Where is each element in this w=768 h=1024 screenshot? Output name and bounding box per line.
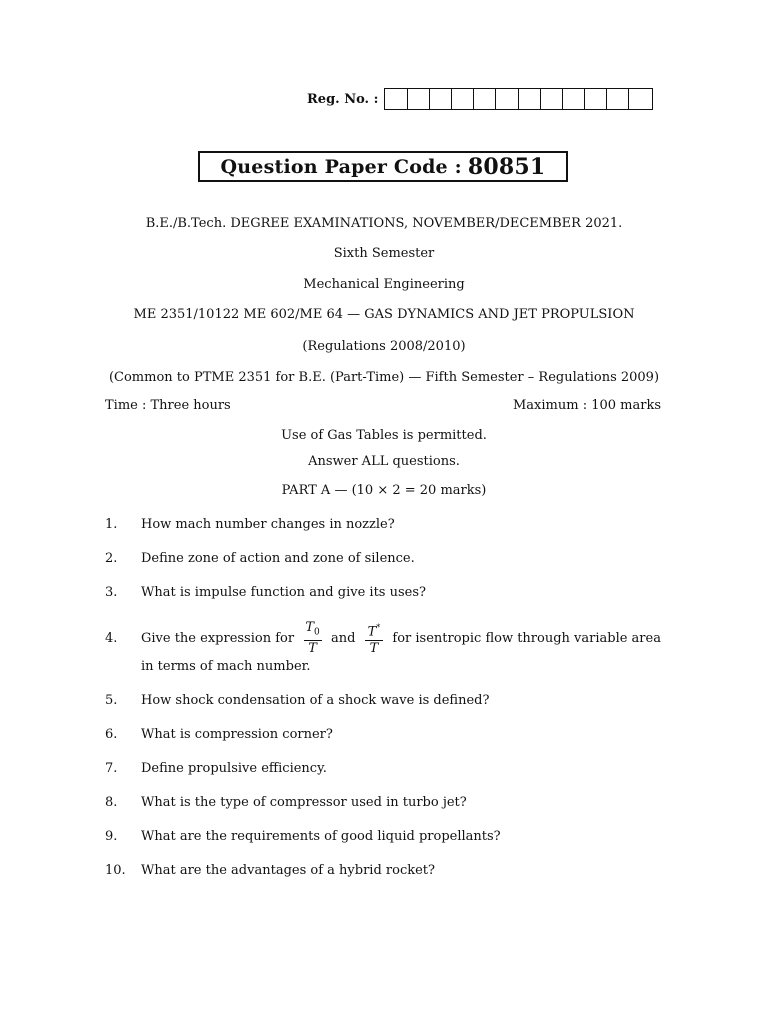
code-label: Question Paper Code : [220, 155, 462, 178]
reg-digit-box [452, 89, 474, 109]
part-a-heading: PART A — (10 × 2 = 20 marks) [281, 483, 487, 498]
question-number: 2. [105, 551, 118, 566]
time-label: Time : Three hours [105, 398, 231, 413]
question-number: 6. [105, 727, 118, 742]
frac2-numerator: T [367, 624, 377, 640]
frac2-superscript: * [376, 623, 381, 633]
reg-digit-box [585, 89, 607, 109]
instruction-answer-all: Answer ALL questions. [308, 454, 460, 469]
question-number: 4. [105, 630, 118, 646]
reg-digit-box [430, 89, 452, 109]
reg-digit-box [629, 89, 651, 109]
reg-digit-box [385, 89, 407, 109]
question-text: How shock condensation of a shock wave is defined? [141, 693, 490, 708]
question-4 [105, 620, 661, 656]
frac1-subscript: 0 [314, 627, 320, 638]
time-marks-row [105, 398, 661, 413]
reg-digit-box [408, 89, 430, 109]
regulations: (Regulations 2008/2010) [302, 339, 466, 354]
fraction-t0-over-t [304, 620, 322, 657]
question-number: 3. [105, 585, 118, 600]
course-title: ME 2351/10122 ME 602/ME 64 — GAS DYNAMICS AND JET PROPULSION [133, 307, 635, 322]
reg-boxes [384, 88, 652, 110]
frac2-denominator: T [369, 640, 379, 656]
question-text: Define propulsive efficiency. [141, 761, 327, 776]
question-number: 5. [105, 693, 118, 708]
question-text: What is the type of compressor used in turbo jet? [141, 795, 467, 810]
instruction-gas-tables: Use of Gas Tables is permitted. [281, 428, 487, 443]
q4-mid: and [331, 630, 356, 646]
reg-digit-box [541, 89, 563, 109]
question-number: 1. [105, 517, 118, 532]
question-number: 7. [105, 761, 118, 776]
reg-digit-box [519, 89, 541, 109]
question-number: 9. [105, 829, 118, 844]
question-text: How mach number changes in nozzle? [141, 517, 395, 532]
q4-part1: Give the expression for [141, 630, 295, 646]
question-text: What are the requirements of good liquid propellants? [141, 829, 501, 844]
question-text: What is compression corner? [141, 727, 333, 742]
question-text: Define zone of action and zone of silence. [141, 551, 415, 566]
q4-part2: for isentropic flow through variable area [392, 630, 661, 646]
code-value: 80851 [467, 153, 546, 180]
semester: Sixth Semester [333, 246, 435, 261]
question-text: What is impulse function and give its uses? [141, 585, 426, 600]
department: Mechanical Engineering [303, 277, 465, 292]
reg-digit-box [563, 89, 585, 109]
question-number: 8. [105, 795, 118, 810]
question-text: What are the advantages of a hybrid rocket? [141, 863, 435, 878]
reg-digit-box [496, 89, 518, 109]
question-text: in terms of mach number. [141, 659, 311, 674]
reg-number [307, 88, 653, 110]
frac1-numerator: T [305, 619, 315, 635]
common-note: (Common to PTME 2351 for B.E. (Part-Time) — Fifth Semester – Regulations 2009) [108, 370, 660, 385]
question-paper-code [198, 151, 568, 182]
reg-digit-box [607, 89, 629, 109]
fraction-tstar-over-t [365, 620, 383, 655]
question-number: 10. [105, 863, 126, 878]
exam-title: B.E./B.Tech. DEGREE EXAMINATIONS, NOVEMBER/DECEMBER 2021. [145, 216, 623, 231]
reg-label: Reg. No. : [307, 91, 379, 107]
reg-digit-box [474, 89, 496, 109]
max-marks: Maximum : 100 marks [512, 398, 661, 413]
question-4-line-1 [141, 620, 661, 657]
frac1-denominator: T [308, 641, 317, 657]
